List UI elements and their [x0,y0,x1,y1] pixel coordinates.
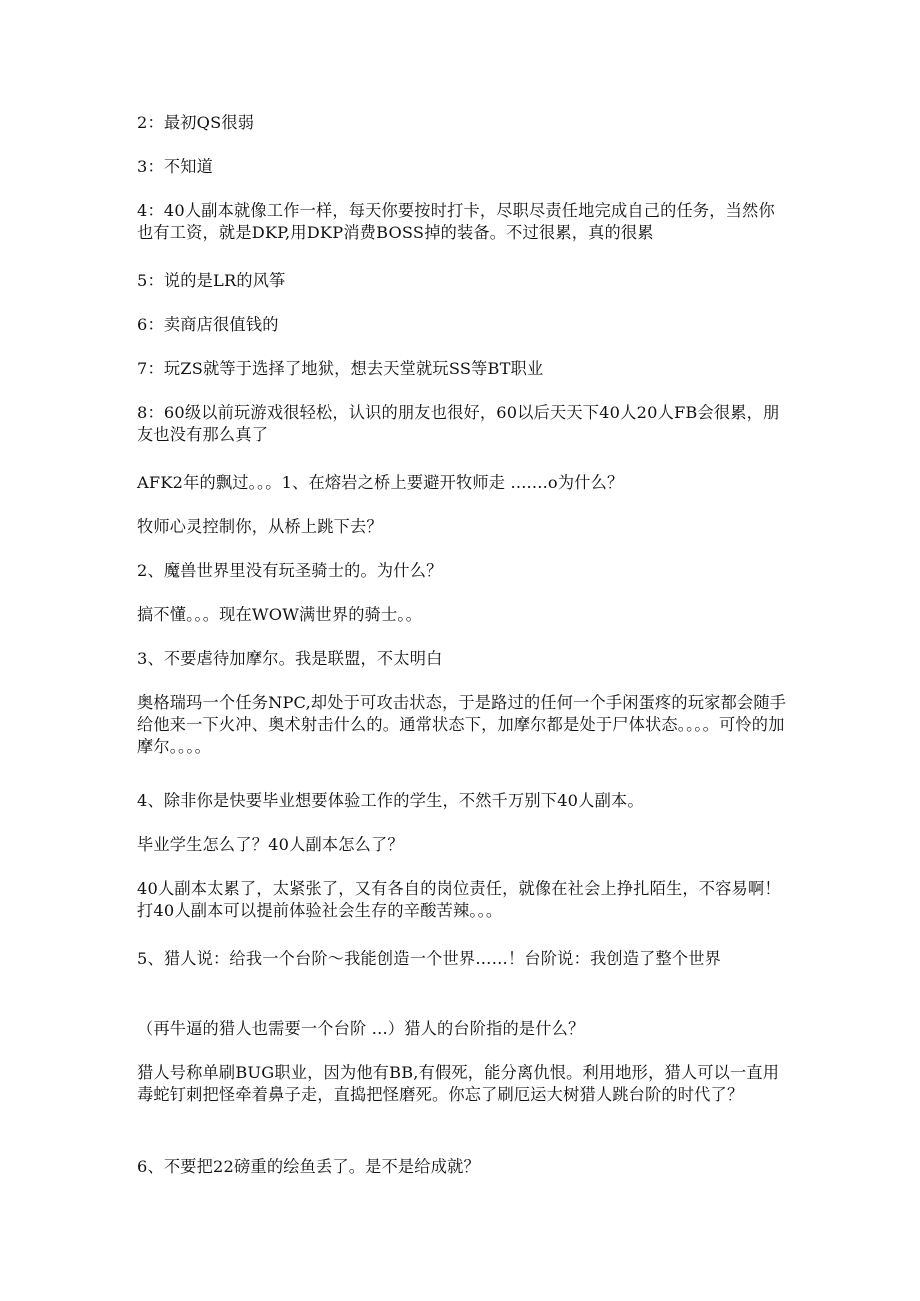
paragraph-17: 5、猎人说：给我一个台阶～我能创造一个世界……！台阶说：我创造了整个世界 [137,949,722,968]
paragraph-19: 猎人号称单刷BUG职业，因为他有BB,有假死，能分离仇恨。利用地形，猎人可以一直用毒蛇钉刺把怪牵着鼻子走，直捣把怪磨死。你忘了刷厄运大树猎人跳台阶的时代了？ [137,1063,780,1104]
paragraph-9: 牧师心灵控制你，从桥上跳下去？ [137,517,383,536]
paragraph-14: 4、除非你是快要毕业想要体验工作的学生，不然千万别下40人副本。 [137,791,644,810]
paragraph-20: 6、不要把22磅重的绘鱼丢了。是不是给成就？ [137,1157,480,1176]
paragraph-2: 3：不知道 [137,157,214,176]
paragraph-8: AFK2年的飘过。。。1、在熔岩之桥上要避开牧师走 .......o为什么？ [137,473,624,492]
paragraph-6: 7：玩ZS就等于选择了地狱，想去天堂就玩SS等BT职业 [137,359,544,378]
paragraph-18: （再牛逼的猎人也需要一个台阶 ...）猎人的台阶指的是什么？ [137,1019,585,1038]
paragraph-16: 40人副本太累了，太紧张了，又有各自的岗位责任，就像在社会上挣扎陌生，不容易啊！打40人副本可以提前体验社会生存的辛酸苦辣。。。 [137,879,781,920]
paragraph-13: 奥格瑞玛一个任务NPC,却处于可攻击状态，于是路过的任何一个手闲蛋疼的玩家都会随手给他来一下火冲、奥术射击什么的。通常状态下，加摩尔都是处于尸体状态。。。。可怜的加摩尔。。。。 [137,693,787,756]
paragraph-1: 2：最初QS很弱 [137,113,255,132]
paragraph-12: 3、不要虐待加摩尔。我是联盟，不太明白 [137,649,443,668]
paragraph-10: 2、魔兽世界里没有玩圣骑士的。为什么？ [137,561,443,580]
paragraph-15: 毕业学生怎么了？40人副本怎么了？ [137,835,404,854]
paragraph-3: 4：40人副本就像工作一样，每天你要按时打卡，尽职尽责任地完成自己的任务，当然你也有工资，就是DKP,用DKP消费BOSS掉的装备。不过很累，真的很累 [137,201,775,242]
paragraph-4: 5：说的是LR的风筝 [137,271,286,290]
paragraph-7: 8：60级以前玩游戏很轻松，认识的朋友也很好，60以后天天下40人20人FB会很累，朋友也没有那么真了 [137,403,780,444]
paragraph-5: 6：卖商店很值钱的 [137,315,279,334]
paragraph-11: 搞不懂。。。现在WOW满世界的骑士。。 [137,605,423,624]
